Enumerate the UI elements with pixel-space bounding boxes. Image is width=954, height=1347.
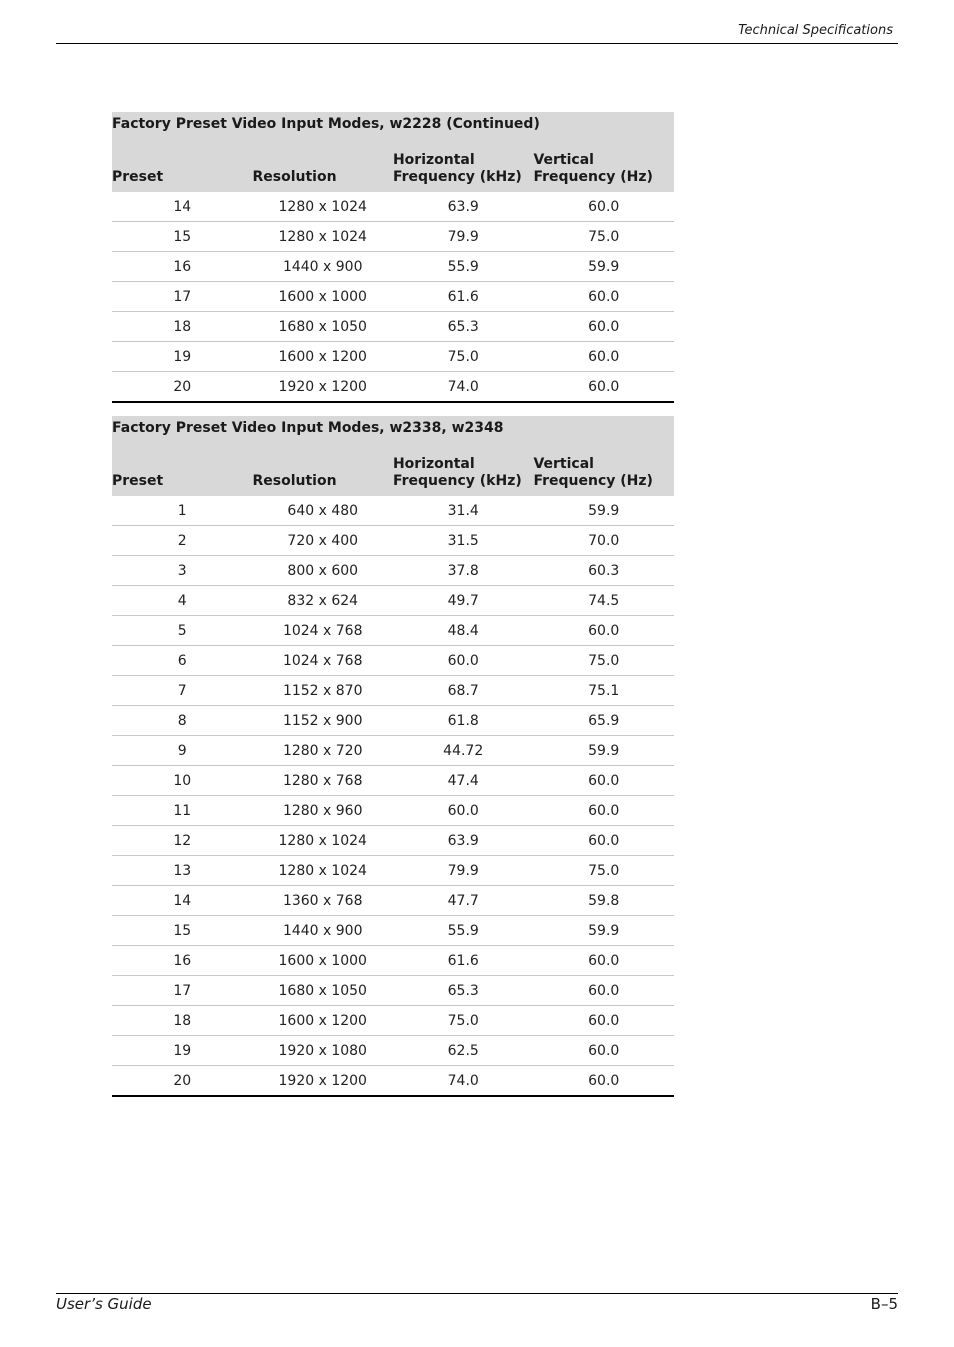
preset-cell: 18 [112, 1006, 252, 1036]
resolution-cell: 1680 x 1050 [252, 312, 392, 342]
preset-cell: 19 [112, 342, 252, 372]
column-header-preset: Preset [112, 473, 164, 489]
preset-cell: 3 [112, 556, 252, 586]
running-header: Technical Specifications [738, 23, 893, 38]
table-row [112, 312, 674, 342]
resolution-cell: 1152 x 870 [252, 676, 392, 706]
resolution-cell: 1280 x 1024 [252, 856, 392, 886]
vertical-frequency-cell: 60.0 [533, 312, 674, 342]
column-header-preset: Preset [112, 169, 164, 185]
resolution-cell: 1280 x 720 [252, 736, 392, 766]
resolution-cell: 1280 x 768 [252, 766, 392, 796]
horizontal-frequency-cell: 63.9 [393, 192, 533, 222]
table-row [112, 282, 674, 312]
vertical-frequency-cell: 60.0 [533, 796, 674, 826]
vertical-frequency-cell: 60.3 [533, 556, 674, 586]
table-row [112, 252, 674, 282]
preset-cell: 6 [112, 646, 252, 676]
preset-cell: 7 [112, 676, 252, 706]
horizontal-frequency-cell: 79.9 [393, 222, 533, 252]
table-row [112, 616, 674, 646]
resolution-cell: 1280 x 1024 [252, 826, 392, 856]
resolution-cell: 1600 x 1000 [252, 946, 392, 976]
preset-cell: 13 [112, 856, 252, 886]
resolution-cell: 1360 x 768 [252, 886, 392, 916]
horizontal-frequency-cell: 47.7 [393, 886, 533, 916]
preset-cell: 20 [112, 372, 252, 403]
footer-guide-title: User’s Guide [56, 1295, 152, 1313]
vertical-frequency-cell: 75.1 [533, 676, 674, 706]
resolution-cell: 1280 x 960 [252, 796, 392, 826]
horizontal-frequency-cell: 65.3 [393, 312, 533, 342]
resolution-cell: 1152 x 900 [252, 706, 392, 736]
vertical-frequency-cell: 59.9 [533, 736, 674, 766]
vertical-frequency-cell: 60.0 [533, 766, 674, 796]
footer-rule [56, 1293, 898, 1294]
preset-modes-table-w2228 [112, 112, 674, 403]
resolution-cell: 1440 x 900 [252, 252, 392, 282]
vertical-frequency-cell: 60.0 [533, 342, 674, 372]
resolution-cell: 1280 x 1024 [252, 192, 392, 222]
header-rule [56, 43, 898, 44]
horizontal-frequency-cell: 49.7 [393, 586, 533, 616]
resolution-cell: 640 x 480 [252, 496, 392, 526]
vertical-frequency-cell: 59.8 [533, 886, 674, 916]
table-row [112, 976, 674, 1006]
vertical-frequency-cell: 60.0 [533, 372, 674, 403]
vertical-frequency-cell: 60.0 [533, 192, 674, 222]
table-row [112, 796, 674, 826]
resolution-cell: 1600 x 1200 [252, 342, 392, 372]
resolution-cell: 1280 x 1024 [252, 222, 392, 252]
horizontal-frequency-cell: 55.9 [393, 916, 533, 946]
table-row [112, 856, 674, 886]
vertical-frequency-cell: 60.0 [533, 826, 674, 856]
preset-cell: 11 [112, 796, 252, 826]
horizontal-frequency-cell: 62.5 [393, 1036, 533, 1066]
horizontal-frequency-cell: 74.0 [393, 1066, 533, 1097]
resolution-cell: 1024 x 768 [252, 616, 392, 646]
horizontal-frequency-cell: 47.4 [393, 766, 533, 796]
table-row [112, 496, 674, 526]
preset-cell: 12 [112, 826, 252, 856]
table-row [112, 706, 674, 736]
horizontal-frequency-cell: 61.8 [393, 706, 533, 736]
resolution-cell: 1440 x 900 [252, 916, 392, 946]
vertical-frequency-cell: 75.0 [533, 646, 674, 676]
vertical-frequency-cell: 60.0 [533, 1036, 674, 1066]
vertical-frequency-cell: 60.0 [533, 616, 674, 646]
horizontal-frequency-cell: 44.72 [393, 736, 533, 766]
table-row [112, 646, 674, 676]
preset-cell: 14 [112, 886, 252, 916]
preset-cell: 5 [112, 616, 252, 646]
vertical-frequency-cell: 60.0 [533, 946, 674, 976]
vertical-frequency-cell: 70.0 [533, 526, 674, 556]
vertical-frequency-cell: 60.0 [533, 1006, 674, 1036]
table-row [112, 222, 674, 252]
table-row [112, 826, 674, 856]
table-row [112, 1006, 674, 1036]
preset-cell: 10 [112, 766, 252, 796]
preset-modes-table-w2338-w2348 [112, 416, 674, 1097]
horizontal-frequency-cell: 75.0 [393, 342, 533, 372]
preset-cell: 19 [112, 1036, 252, 1066]
column-header-horizontal-frequency: Horizontal Frequency (kHz) [392, 456, 522, 489]
resolution-cell: 800 x 600 [252, 556, 392, 586]
preset-cell: 15 [112, 222, 252, 252]
column-header-resolution: Resolution [252, 473, 337, 489]
horizontal-frequency-cell: 79.9 [393, 856, 533, 886]
resolution-cell: 1920 x 1080 [252, 1036, 392, 1066]
horizontal-frequency-cell: 60.0 [393, 646, 533, 676]
horizontal-frequency-cell: 31.5 [393, 526, 533, 556]
vertical-frequency-cell: 60.0 [533, 282, 674, 312]
preset-cell: 9 [112, 736, 252, 766]
table-row [112, 1036, 674, 1066]
horizontal-frequency-cell: 61.6 [393, 282, 533, 312]
preset-cell: 4 [112, 586, 252, 616]
horizontal-frequency-cell: 63.9 [393, 826, 533, 856]
preset-cell: 20 [112, 1066, 252, 1097]
table-row [112, 192, 674, 222]
table-row [112, 342, 674, 372]
table-row [112, 766, 674, 796]
table-row [112, 526, 674, 556]
resolution-cell: 1600 x 1200 [252, 1006, 392, 1036]
preset-cell: 2 [112, 526, 252, 556]
table-row [112, 886, 674, 916]
table-row [112, 586, 674, 616]
preset-cell: 8 [112, 706, 252, 736]
vertical-frequency-cell: 59.9 [533, 916, 674, 946]
table-row [112, 372, 674, 403]
resolution-cell: 1680 x 1050 [252, 976, 392, 1006]
vertical-frequency-cell: 59.9 [533, 252, 674, 282]
resolution-cell: 1920 x 1200 [252, 372, 392, 403]
column-header-horizontal-frequency: Horizontal Frequency (kHz) [392, 152, 522, 185]
resolution-cell: 1600 x 1000 [252, 282, 392, 312]
vertical-frequency-cell: 75.0 [533, 856, 674, 886]
preset-cell: 16 [112, 946, 252, 976]
table-row [112, 556, 674, 586]
column-header-resolution: Resolution [252, 169, 337, 185]
resolution-cell: 832 x 624 [252, 586, 392, 616]
column-header-vertical-frequency: Vertical Frequency (Hz) [533, 456, 653, 489]
preset-cell: 14 [112, 192, 252, 222]
table-row [112, 676, 674, 706]
horizontal-frequency-cell: 65.3 [393, 976, 533, 1006]
table-row [112, 946, 674, 976]
vertical-frequency-cell: 65.9 [533, 706, 674, 736]
page-number: B–5 [870, 1295, 898, 1313]
preset-cell: 18 [112, 312, 252, 342]
horizontal-frequency-cell: 68.7 [393, 676, 533, 706]
table-row [112, 916, 674, 946]
preset-cell: 17 [112, 282, 252, 312]
vertical-frequency-cell: 60.0 [533, 976, 674, 1006]
table-caption: Factory Preset Video Input Modes, w2338, w2348 [112, 420, 504, 436]
horizontal-frequency-cell: 31.4 [393, 496, 533, 526]
horizontal-frequency-cell: 55.9 [393, 252, 533, 282]
table-row [112, 1066, 674, 1097]
horizontal-frequency-cell: 60.0 [393, 796, 533, 826]
horizontal-frequency-cell: 37.8 [393, 556, 533, 586]
preset-cell: 17 [112, 976, 252, 1006]
resolution-cell: 720 x 400 [252, 526, 392, 556]
resolution-cell: 1920 x 1200 [252, 1066, 392, 1097]
vertical-frequency-cell: 59.9 [533, 496, 674, 526]
preset-cell: 15 [112, 916, 252, 946]
horizontal-frequency-cell: 61.6 [393, 946, 533, 976]
column-header-vertical-frequency: Vertical Frequency (Hz) [533, 152, 653, 185]
preset-cell: 1 [112, 496, 252, 526]
table-caption: Factory Preset Video Input Modes, w2228 (Continued) [112, 116, 540, 132]
horizontal-frequency-cell: 48.4 [393, 616, 533, 646]
vertical-frequency-cell: 75.0 [533, 222, 674, 252]
vertical-frequency-cell: 60.0 [533, 1066, 674, 1097]
horizontal-frequency-cell: 75.0 [393, 1006, 533, 1036]
resolution-cell: 1024 x 768 [252, 646, 392, 676]
vertical-frequency-cell: 74.5 [533, 586, 674, 616]
table-row [112, 736, 674, 766]
preset-cell: 16 [112, 252, 252, 282]
horizontal-frequency-cell: 74.0 [393, 372, 533, 403]
